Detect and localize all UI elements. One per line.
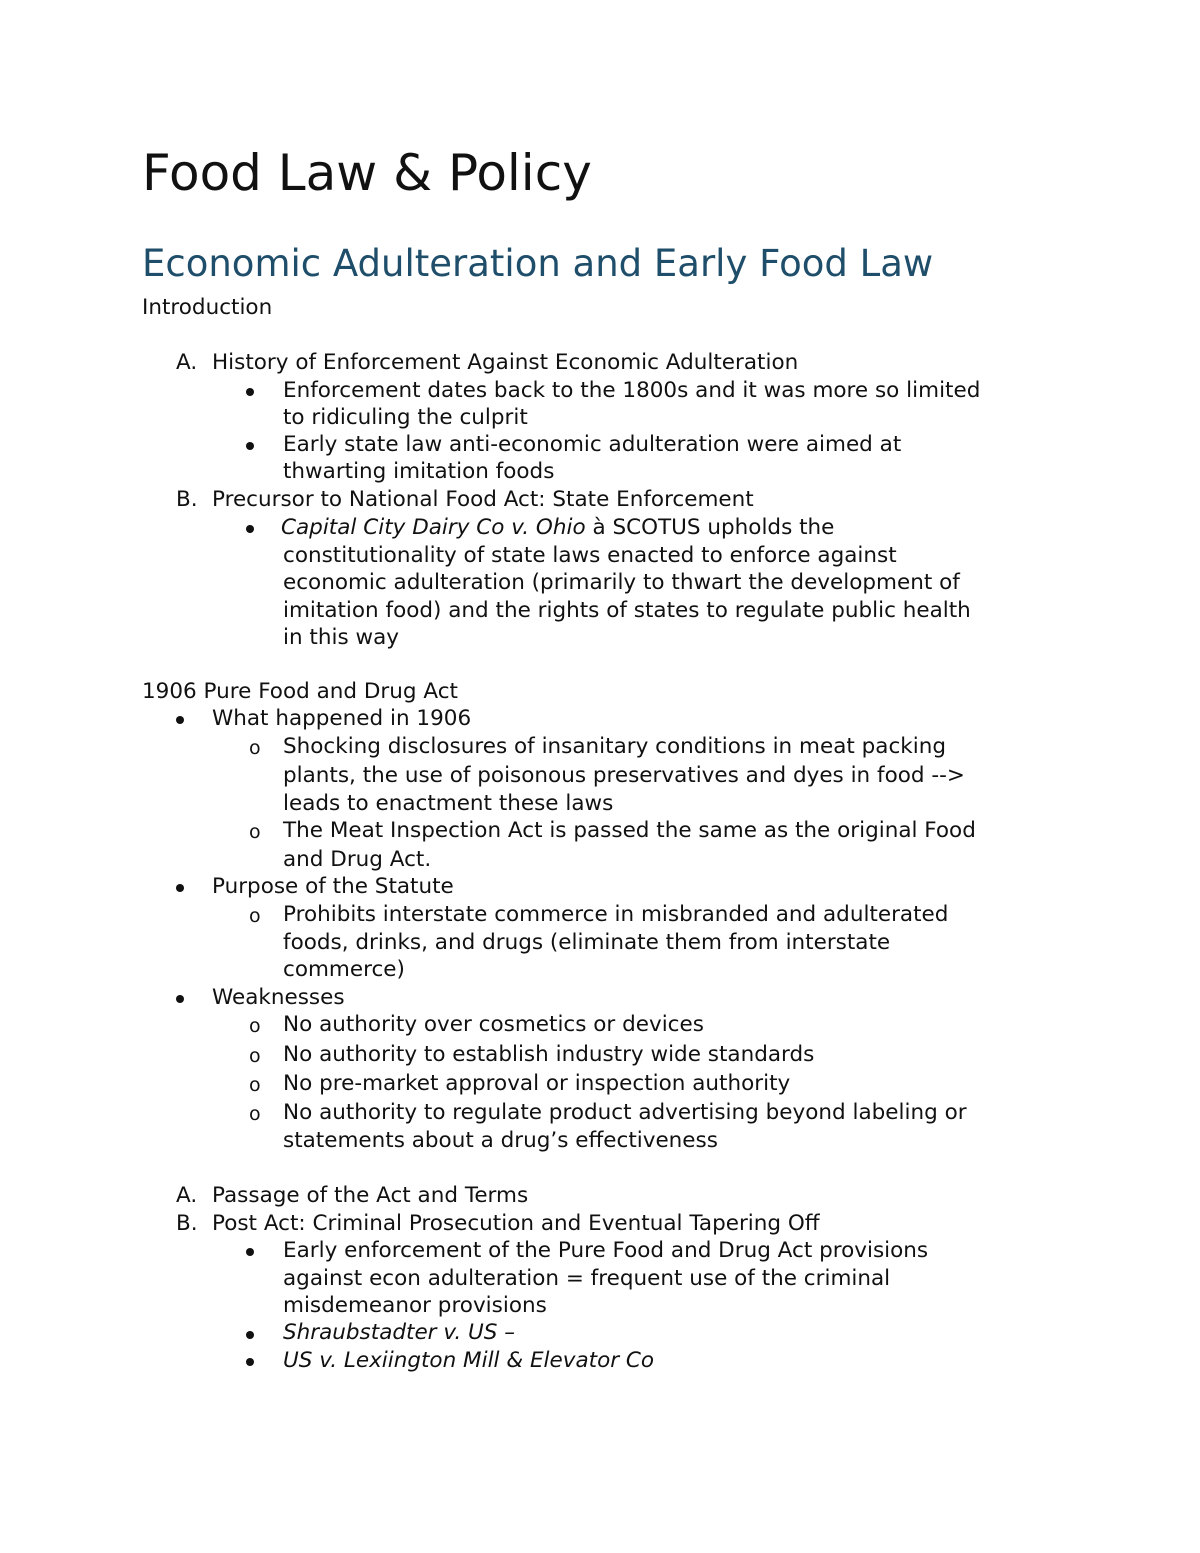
bullet-line: in this way: [283, 625, 399, 650]
document-title: Food Law & Policy: [142, 144, 592, 202]
bullet-line: against econ adulteration = frequent use of the criminal: [283, 1266, 891, 1291]
bullet-dot: [246, 525, 254, 533]
case-shraubstadter: Shraubstadter v. US –: [283, 1320, 515, 1345]
bullet-line: constitutionality of state laws enacted to enforce against: [283, 543, 897, 568]
case-text: à SCOTUS upholds the: [585, 515, 835, 540]
bullet-dot: [246, 388, 254, 396]
bullet-dot: [176, 884, 184, 892]
bullet-purpose: Purpose of the Statute: [212, 874, 454, 899]
sub-bullet-line: Prohibits interstate commerce in misbranded and adulterated: [283, 902, 949, 927]
circle-marker: o: [249, 1103, 261, 1125]
bullet-dot: [176, 716, 184, 724]
bullet-line: economic adulteration (primarily to thwart the development of: [283, 570, 960, 595]
section-heading: Economic Adulteration and Early Food Law: [142, 242, 934, 285]
sub-bullet-line: The Meat Inspection Act is passed the same as the original Food: [283, 818, 976, 843]
bullet-weaknesses: Weaknesses: [212, 985, 345, 1010]
sub-bullet-line: Shocking disclosures of insanitary conditions in meat packing: [283, 734, 946, 759]
sub-bullet-line: and Drug Act.: [283, 847, 432, 872]
sub-bullet-line: leads to enactment these laws: [283, 791, 614, 816]
sub-bullet-line: foods, drinks, and drugs (eliminate them from interstate: [283, 930, 891, 955]
sub-bullet-line: No authority to establish industry wide standards: [283, 1042, 815, 1067]
list-marker-a: A.: [176, 1183, 198, 1208]
list-item-post-act: Post Act: Criminal Prosecution and Eventual Tapering Off: [212, 1211, 820, 1236]
sub-bullet-line: commerce): [283, 957, 405, 982]
list-marker-b: B.: [176, 1211, 198, 1236]
circle-marker: o: [249, 1074, 261, 1096]
bullet-line: Enforcement dates back to the 1800s and it was more so limited: [283, 378, 981, 403]
sub-bullet-line: No authority to regulate product advertising beyond labeling or: [283, 1100, 967, 1125]
act-heading: 1906 Pure Food and Drug Act: [142, 679, 458, 704]
sub-bullet-line: plants, the use of poisonous preservatives and dyes in food -->: [283, 763, 965, 788]
case-name: Capital City Dairy Co v. Ohio: [281, 515, 586, 540]
sub-bullet-line: statements about a drug’s effectiveness: [283, 1128, 718, 1153]
sub-bullet-line: No pre-market approval or inspection authority: [283, 1071, 791, 1096]
list-item-passage: Passage of the Act and Terms: [212, 1183, 529, 1208]
list-marker-b: B.: [176, 487, 198, 512]
bullet-line: to ridiculing the culprit: [283, 405, 528, 430]
circle-marker: o: [249, 737, 261, 759]
bullet-dot: [246, 1331, 254, 1339]
list-item-precursor: Precursor to National Food Act: State Enforcement: [212, 487, 754, 512]
list-marker-a: A.: [176, 350, 198, 375]
circle-marker: o: [249, 905, 261, 927]
bullet-line: misdemeanor provisions: [283, 1293, 547, 1318]
bullet-dot: [176, 995, 184, 1003]
bullet-dot: [246, 442, 254, 450]
case-bullet-line: [281, 514, 834, 542]
bullet-what-happened: What happened in 1906: [212, 706, 472, 731]
bullet-line: imitation food) and the rights of states to regulate public health: [283, 598, 971, 623]
bullet-line: thwarting imitation foods: [283, 459, 555, 484]
circle-marker: o: [249, 1045, 261, 1067]
circle-marker: o: [249, 821, 261, 843]
bullet-line: Early enforcement of the Pure Food and Drug Act provisions: [283, 1238, 929, 1263]
case-lexiington-mill: US v. Lexiington Mill & Elevator Co: [283, 1348, 655, 1373]
bullet-line: Early state law anti-economic adulteration were aimed at: [283, 432, 902, 457]
bullet-dot: [246, 1248, 254, 1256]
bullet-dot: [246, 1358, 254, 1366]
list-item-history: History of Enforcement Against Economic Adulteration: [212, 350, 799, 375]
intro-heading: Introduction: [142, 295, 273, 320]
sub-bullet-line: No authority over cosmetics or devices: [283, 1012, 704, 1037]
circle-marker: o: [249, 1015, 261, 1037]
